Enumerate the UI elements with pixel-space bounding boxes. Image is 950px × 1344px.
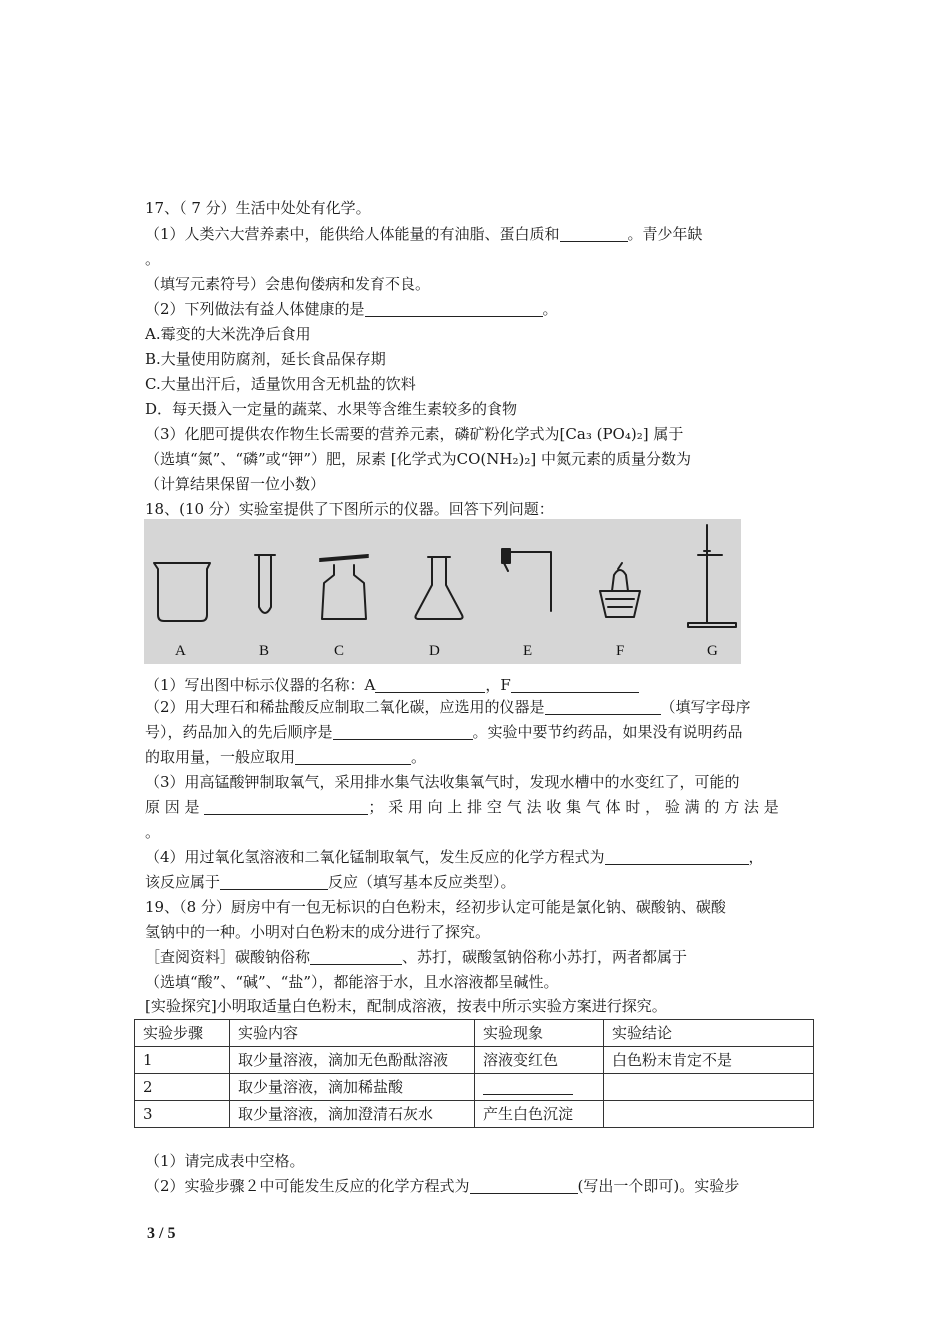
q17-part1: （1）人类六大营养素中，能供给人体能量的有油脂、蛋白质和 。青少年缺 [145,225,703,243]
q17-option-a: A.霉变的大米洗净后食用 [145,325,311,343]
table-cell [604,1074,814,1101]
experiment-table [134,1019,814,1128]
apparatus-drawing [144,519,741,664]
q17-part3-a: （3）化肥可提供农作物生长需要的营养元素，磷矿粉化学式为[Ca₃ (PO₄)₂] 属于 [145,425,684,443]
q19-reference-b: （选填“酸”、“碱”、“盐”），都能溶于水，且水溶液都呈碱性。 [145,973,559,991]
answer-blank [333,723,473,740]
table-header: 实验现象 [475,1020,604,1047]
gas-bottle-icon [322,565,366,619]
page-number: 3 / 5 [147,1225,176,1242]
answer-blank [220,873,328,890]
q17-option-c: C.大量出汗后，适量饮用含无机盐的饮料 [145,375,416,393]
table-row [135,1101,814,1128]
apparatus-figure [144,519,741,664]
q18-title: 18、(10 分）实验室提供了下图所示的仪器。回答下列问题： [145,500,554,518]
q17-part2: （2）下列做法有益人体健康的是 。 [145,300,558,318]
q17-part1-dot: 。 [145,250,161,268]
answer-blank [560,225,628,242]
q18-part3-dot: 。 [145,823,161,841]
figure-label-f: F [616,643,625,659]
table-cell: 溶液变红色 [475,1047,604,1074]
table-cell: 产生白色沉淀 [475,1101,604,1128]
table-header: 实验结论 [604,1020,814,1047]
table-cell: 1 [135,1047,230,1074]
conical-flask-icon [415,557,462,619]
answer-blank [511,676,639,693]
table-cell: 白色粉末肯定不是 [604,1047,814,1074]
burner-basket-icon [600,591,640,617]
answer-blank [470,1177,578,1194]
q19-sub1: （1）请完成表中空格。 [145,1152,305,1170]
figure-label-g: G [707,643,718,659]
q18-part1: （1）写出图中标示仪器的名称：A ，F [145,675,639,695]
figure-label-d: D [429,643,440,659]
answer-blank [365,300,543,317]
q18-part2-a: （2）用大理石和稀盐酸反应制取二氧化碳，应选用的仪器是 （填写字母序 [145,698,751,716]
answer-blank [310,948,402,965]
q18-part3-a: （3）用高锰酸钾制取氧气，采用排水集气法收集氧气时，发现水槽中的水变红了，可能的 [145,773,740,791]
table-row [135,1074,814,1101]
q18-part3-b: 原 因 是 ； 采 用 向 上 排 空 气 法 收 集 气 体 时 ， 验 满 的 方 法 是 [145,798,779,816]
answer-blank [483,1078,573,1095]
table-cell [604,1101,814,1128]
figure-label-b: B [259,643,270,659]
figure-label-a: A [175,643,186,659]
answer-blank [375,676,485,693]
answer-blank [545,698,661,715]
answer-blank [295,748,411,765]
beaker-icon [154,563,210,621]
q17-part1-b: （填写元素符号）会患佝偻病和发育不良。 [145,275,431,293]
q18-part2-c: 的取用量，一般应取用 。 [145,748,427,766]
q19-sub2: （2）实验步骤２中可能发生反应的化学方程式为 (写出一个即可)。实验步 [145,1177,740,1195]
delivery-tube-icon [510,552,551,611]
table-cell [475,1074,604,1101]
q17-part3-c: （计算结果保留一位小数） [145,475,326,493]
q19-title-a: 19、（8 分）厨房中有一包无标识的白色粉末，经初步认定可能是氯化钠、碳酸钠、碳酸 [145,898,726,916]
table-header: 实验步骤 [135,1020,230,1047]
answer-blank [204,798,368,815]
table-header: 实验内容 [230,1020,475,1047]
test-tube-icon [259,555,271,613]
q19-explore: [实验探究]小明取适量白色粉末，配制成溶液，按表中所示实验方案进行探究。 [145,997,667,1015]
table-cell: 2 [135,1074,230,1101]
table-cell: 取少量溶液，滴加稀盐酸 [230,1074,475,1101]
figure-label-c: C [334,643,345,659]
q18-part4-b: 该反应属于 反应（填写基本反应类型）。 [145,873,516,891]
table-cell: 取少量溶液，滴加澄清石灰水 [230,1101,475,1128]
q18-part2-b: 号），药品加入的先后顺序是 。实验中要节约药品，如果没有说明药品 [145,723,743,741]
q19-reference-a: ［查阅资料］碳酸钠俗称 、苏打，碳酸氢钠俗称小苏打，两者都属于 [145,948,688,966]
table-header-row [135,1020,814,1047]
table-cell: 取少量溶液，滴加无色酚酞溶液 [230,1047,475,1074]
q19-title-b: 氢钠中的一种。小明对白色粉末的成分进行了探究。 [145,923,491,941]
q17-option-d: D．每天摄入一定量的蔬菜、水果等含维生素较多的食物 [145,400,518,418]
answer-blank [605,848,749,865]
q17-part3-b: （选填“氮”、“磷”或“钾”）肥，尿素 [化学式为CO(NH₂)₂] 中氮元素的质量分数为 [145,450,691,468]
q17-title: 17、（ 7 分）生活中处处有化学。 [145,199,371,217]
figure-label-e: E [523,643,533,659]
table-row [135,1047,814,1074]
table-cell: 3 [135,1101,230,1128]
q18-part4-a: （4）用过氧化氢溶液和二氧化锰制取氧气，发生反应的化学方程式为 ， [145,848,764,866]
q17-option-b: B.大量使用防腐剂，延长食品保存期 [145,350,386,368]
